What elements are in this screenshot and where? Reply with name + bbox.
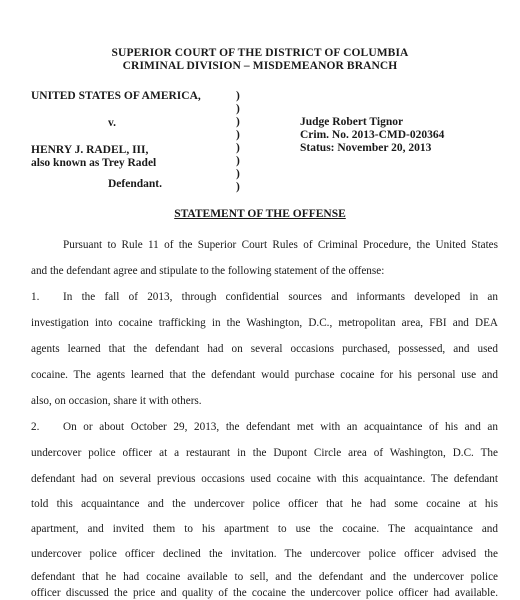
caption-bracket: ) xyxy=(236,168,240,180)
judge-name: Judge Robert Tignor xyxy=(300,116,404,128)
paragraph-2-line: On or about October 29, 2013, the defendant met with an acquaintance of his and an xyxy=(63,421,498,433)
paragraph-number: 1. xyxy=(31,291,40,303)
caption-bracket: ) xyxy=(236,116,240,128)
case-number: Crim. No. 2013-CMD-020364 xyxy=(300,129,445,141)
defendant-aka: also known as Trey Radel xyxy=(31,157,157,169)
intro-line: and the defendant agree and stipulate to the following statement of the offense: xyxy=(31,265,385,277)
caption-bracket: ) xyxy=(236,129,240,141)
paragraph-2-line: defendant that he had cocaine available to sell, and the defendant and the undercover police xyxy=(31,571,498,583)
paragraph-1-line: also, on occasion, share it with others. xyxy=(31,395,202,407)
caption-bracket: ) xyxy=(236,181,240,193)
caption-bracket: ) xyxy=(236,142,240,154)
paragraph-1-line: In the fall of 2013, through confidential sources and informants developed in an xyxy=(63,291,498,303)
paragraph-1-line: agents learned that the defendant had on several occasions purchased, possessed, and used xyxy=(31,343,498,355)
defendant-label: Defendant. xyxy=(108,178,162,190)
intro-line: Pursuant to Rule 11 of the Superior Court Rules of Criminal Procedure, the United States xyxy=(63,239,498,251)
defendant-name: HENRY J. RADEL, III, xyxy=(31,144,149,156)
paragraph-2-line: defendant had on several previous occasions used cocaine with this acquaintance. The defendant xyxy=(31,473,498,485)
document-title-text: STATEMENT OF THE OFFENSE xyxy=(174,208,346,220)
document-title xyxy=(0,208,520,221)
paragraph-1-line: investigation into cocaine trafficking in the Washington, D.C., metropolitan area, FBI and DEA xyxy=(31,317,498,329)
division-name: CRIMINAL DIVISION – MISDEMEANOR BRANCH xyxy=(122,60,398,72)
paragraph-number: 2. xyxy=(31,421,40,433)
paragraph-2-line: apartment, and invited them to his apartment to use the cocaine. The acquaintance and xyxy=(31,523,498,535)
status-date: Status: November 20, 2013 xyxy=(300,142,432,154)
caption-bracket: ) xyxy=(236,90,240,102)
paragraph-1-line: cocaine. The agents learned that the defendant would purchase cocaine for his personal use and xyxy=(31,369,498,381)
paragraph-2-line: officer discussed the price and quality of the cocaine the undercover police officer had available. xyxy=(31,587,498,599)
paragraph-2-line: undercover police officer declined the invitation. The undercover police officer advised the xyxy=(31,548,498,560)
paragraph-2-line: told this acquaintance and the undercover police officer that he had some cocaine at his xyxy=(31,498,498,510)
caption-bracket: ) xyxy=(236,103,240,115)
paragraph-2-line: undercover police officer at a restaurant in the Dupont Circle area of Washington, D.C. The xyxy=(31,447,498,459)
plaintiff-name: UNITED STATES OF AMERICA, xyxy=(31,90,201,102)
versus-label: v. xyxy=(108,117,116,129)
court-name: SUPERIOR COURT OF THE DISTRICT OF COLUMBIA xyxy=(111,47,409,59)
caption-bracket: ) xyxy=(236,155,240,167)
